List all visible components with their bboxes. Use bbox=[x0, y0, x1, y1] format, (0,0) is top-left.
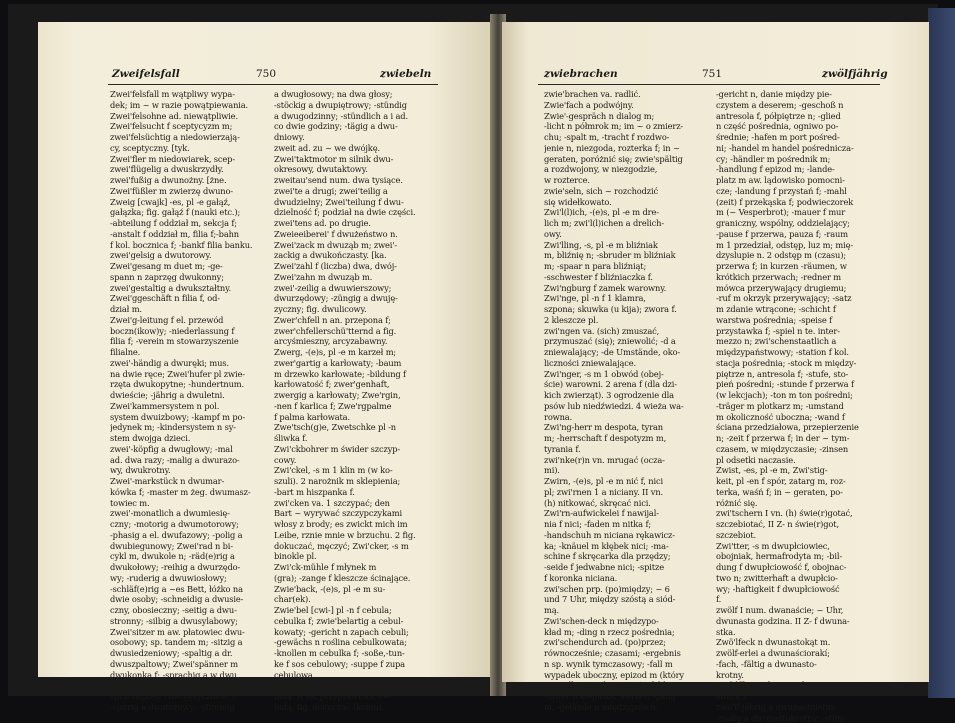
dictionary-line: (gra); -zange f kleszcze ścinające. bbox=[274, 573, 442, 584]
dictionary-line: zwi'schen prp. (po)między; ~ 6 bbox=[544, 584, 709, 595]
dictionary-line: lich m; zwi'l(l)ichen a drelich- bbox=[544, 218, 709, 229]
dictionary-line: geraten, poróżnić się; zwie'spältig bbox=[544, 154, 709, 165]
dictionary-line: ni; -handel m handel pośrednicza- bbox=[716, 143, 884, 154]
dictionary-line: stronny; -silbig a dwusylabowy; bbox=[110, 616, 268, 627]
dictionary-line: wy, dwukrotny. bbox=[110, 465, 268, 476]
dictionary-line: -handschuh m niciana rękawicz- bbox=[544, 530, 709, 541]
left-page-number: 750 bbox=[256, 68, 276, 80]
right-column-1 bbox=[544, 89, 709, 713]
right-page-number: 751 bbox=[702, 68, 722, 80]
header-rule bbox=[108, 84, 438, 85]
dictionary-line: stem dwojga dzieci. bbox=[110, 433, 268, 444]
dictionary-line: dział m. bbox=[110, 304, 268, 315]
dictionary-line: Zweieeiberei' f dwużeństwo n. bbox=[274, 229, 442, 240]
dictionary-line: rzęta dwukopytne; -hundertnum. bbox=[110, 379, 268, 390]
dictionary-line: mi). bbox=[544, 465, 709, 476]
dictionary-line: na dwie ręce; Zwei'hufer pl zwie- bbox=[110, 369, 268, 380]
dictionary-line: Zwi'nger, -s m 1 obwód (obej- bbox=[544, 369, 709, 380]
dictionary-line: Zwi'ng-herr m despota, tyran bbox=[544, 422, 709, 433]
dictionary-line: dwie osoby; -schneidig a dwusie- bbox=[110, 594, 268, 605]
dictionary-line: zweitau'send num. dwa tysiące. bbox=[274, 175, 442, 186]
dictionary-line: -futter n klejonka, werla f; -gang bbox=[544, 691, 709, 702]
dictionary-line: pień pośredni; -stunde f przerwa f bbox=[716, 379, 884, 390]
dictionary-line: Zwei'gesang m duet m; -ge- bbox=[110, 261, 268, 272]
dictionary-line: zwie'beln I vn. (h) wonieć ce- bbox=[274, 680, 442, 691]
dictionary-line: -abteilung f oddział m, sekcja f; bbox=[110, 218, 268, 229]
dictionary-line: obojniak, hermafrodyta m; -bil- bbox=[716, 551, 884, 562]
dictionary-line: zwi'schendurch ad. (po)przez; bbox=[544, 637, 709, 648]
dictionary-line: czny; -motorig a dwumotorowy; bbox=[110, 519, 268, 530]
dictionary-line: f koronka niciana. bbox=[544, 573, 709, 584]
dictionary-line: szczebiot. bbox=[716, 530, 884, 541]
dictionary-line: Zwei'sitzer m aw. płatowiec dwu- bbox=[110, 627, 268, 638]
dictionary-line: Zwi'ngburg f zamek warowny. bbox=[544, 283, 709, 294]
dictionary-line: zwei'-köpfig a dwugłowy; -mal bbox=[110, 444, 268, 455]
dictionary-line: m okoliczność uboczna; -wand f bbox=[716, 412, 884, 423]
dictionary-line: m drzewko karłowate; -bildung f bbox=[274, 369, 442, 380]
dictionary-line: -fach, -fältig a dwunasto- bbox=[716, 659, 884, 670]
dictionary-line: Zwei'zahn m dwuząb m. bbox=[274, 272, 442, 283]
dictionary-line: Bart ~ wyrywać szczypczykami bbox=[274, 508, 442, 519]
dictionary-line: dniowy. bbox=[274, 132, 442, 143]
dictionary-line: Zwe'tsch(g)e, Zwetschke pl -n bbox=[274, 422, 442, 433]
dictionary-line: cebulowa. bbox=[274, 670, 442, 681]
dictionary-line: system dwuizbowy; -kampf m po- bbox=[110, 412, 268, 423]
dictionary-line: Zwerg, -(e)s, pl -e m karzeł m; bbox=[274, 347, 442, 358]
dictionary-line: okresowy, dwutaktowy. bbox=[274, 164, 442, 175]
dictionary-line: Zwi'tter, -s m dwupłciowiec, bbox=[716, 541, 884, 552]
dictionary-line: binokle pl. bbox=[274, 551, 442, 562]
dictionary-line: wy; -ruderig a dwuwiosłowy; bbox=[110, 573, 268, 584]
dictionary-line: -seide f jedwabne nici; -spitze bbox=[544, 562, 709, 573]
dictionary-line: m, bliźnię n; -sbruder m bliźniak bbox=[544, 250, 709, 261]
dictionary-line: zwer'gartig a karłowaty; -baum bbox=[274, 358, 442, 369]
dictionary-line: a dwugłosowy; na dwa głosy; bbox=[274, 89, 442, 100]
dictionary-line: (zeit) f przekąska f; podwieczorek bbox=[716, 197, 884, 208]
dictionary-line: n sp. wynik tymczasowy; -fall m bbox=[544, 659, 709, 670]
dictionary-line: stka. bbox=[716, 627, 884, 638]
dictionary-line: przystawka f; -spiel n te. inter- bbox=[716, 326, 884, 337]
dictionary-line: dzielność f; podział na dwie części. bbox=[274, 207, 442, 218]
dictionary-line: spann n zaprzęg dwukonny; bbox=[110, 272, 268, 283]
dictionary-line: zwei'felsüchtig a niedowierzają- bbox=[110, 132, 268, 143]
dictionary-line: wy; -haftigkeit f dwupłciowość bbox=[716, 584, 884, 595]
dictionary-line: krotny. bbox=[716, 670, 884, 681]
dictionary-line: dwuszpaltowy; Zwei'spänner m bbox=[110, 659, 268, 670]
dictionary-line: terka, waśń f; in ~ geraten, po- bbox=[716, 487, 884, 498]
dictionary-line: kład m; -ding n rzecz pośrednia; bbox=[544, 627, 709, 638]
dictionary-line: -nen f karlica f; Zwe'rgpalme bbox=[274, 401, 442, 412]
dictionary-line: -ruf m okrzyk przerywający; -satz bbox=[716, 293, 884, 304]
dictionary-line: dek; im ~ w razie powątpiewania. bbox=[110, 100, 268, 111]
dictionary-line: Zwei'g-leitung f el. przewód bbox=[110, 315, 268, 326]
dictionary-line: zwi'cken va. 1 szczypać; den bbox=[274, 498, 442, 509]
dictionary-line: Zwi'rn-aufwickelei f nawijal- bbox=[544, 508, 709, 519]
dictionary-line: boczn(ikow)y; -niederlassung f bbox=[110, 326, 268, 337]
dictionary-line: a dwugodzinny; -stündlich a i ad. bbox=[274, 111, 442, 122]
dictionary-line: mezzo n; zwi'schenstaatlich a bbox=[716, 336, 884, 347]
dictionary-line: Zwer'chfell n an. przepona f; bbox=[274, 315, 442, 326]
dictionary-line: co dwie godziny; -tägig a dwu- bbox=[274, 121, 442, 132]
dictionary-line: Zwei'felsfall m wątpliwy wypa- bbox=[110, 89, 268, 100]
dictionary-line: zwei'flügelig a dwuskrzydły. bbox=[110, 164, 268, 175]
dictionary-line: zwölf-erlei a dwunaściorakí; bbox=[716, 648, 884, 659]
dictionary-line: ke f sos cebulowy; -suppe f zupa bbox=[274, 659, 442, 670]
dictionary-line: Zwie'back, -(e)s, pl -e m su- bbox=[274, 584, 442, 595]
dictionary-line: Zwist, -es, pl -e m, Zwi'stig- bbox=[716, 465, 884, 476]
dictionary-line: m, -gelände n międzypole n; bbox=[544, 702, 709, 713]
dictionary-line: zwergig a karłowaty; Zwe'rgin, bbox=[274, 390, 442, 401]
dictionary-line: -gericht n, danie między pie- bbox=[716, 89, 884, 100]
dictionary-line: przerwa f; in kurzen -räumen, w bbox=[716, 261, 884, 272]
dictionary-line: jedynek m; -kindersystem n sy- bbox=[110, 422, 268, 433]
dictionary-line: zwei'-monatlich a dwumiesię- bbox=[110, 508, 268, 519]
dictionary-line: (w lekcjach); -ton m ton pośredni; bbox=[716, 390, 884, 401]
dictionary-line: szuli). 2 narożnik m sklepienia; bbox=[274, 476, 442, 487]
dictionary-line: m; -herrschaft f despotyzm m, bbox=[544, 433, 709, 444]
dictionary-line: warstwa pośrednia; -speise f bbox=[716, 315, 884, 326]
dictionary-line: zwei'fußig a dwunożny. [żne. bbox=[110, 175, 268, 186]
dictionary-line: antresola f, półpiętrze n; -glied bbox=[716, 111, 884, 122]
dictionary-line: liczności zniewalające. bbox=[544, 358, 709, 369]
dictionary-line: Zwie'bel [cwi-] pl -n f cebula; bbox=[274, 605, 442, 616]
dictionary-line: szczebiotać, II Z- n świe(r)got, bbox=[716, 519, 884, 530]
dictionary-line: Zwö'lffingerdarm m dwuna- bbox=[716, 680, 884, 691]
dictionary-line: przymuszać (się); zniewolić; -d a bbox=[544, 336, 709, 347]
dictionary-line: keit, pl -en f spór, zatarg m, roz- bbox=[716, 476, 884, 487]
dictionary-line: char(ek). bbox=[274, 594, 442, 605]
dictionary-line: dokuczać, męczyć; Zwi'cker, -s m bbox=[274, 541, 442, 552]
dictionary-line: cy, sceptyczny. [tyk. bbox=[110, 143, 268, 154]
dictionary-line: dwusiedzeniowy; -spaltig a dr. bbox=[110, 648, 268, 659]
dictionary-line: Zwei'ggeschäft n filia f, od- bbox=[110, 293, 268, 304]
dictionary-line: zwei'gestaltig a dwukształtny. bbox=[110, 283, 268, 294]
dictionary-line: graniczny, wspólny, oddzielający; bbox=[716, 218, 884, 229]
dictionary-line: cze; -landung f przystań f; -mahl bbox=[716, 186, 884, 197]
dictionary-line: f kol. bocznica f; -bankf filia banku. bbox=[110, 240, 268, 251]
dictionary-line: szpona; skuwka (u kija); zwora f. bbox=[544, 304, 709, 315]
dictionary-line: -phasig a el. dwufazowy; -polig a bbox=[110, 530, 268, 541]
dictionary-line: krótkich przerwach; -redner m bbox=[716, 272, 884, 283]
dictionary-line: zwi'tschern I vn. (h) świe(r)gotać, bbox=[716, 508, 884, 519]
dictionary-line: dwieście; -jährig a dwuletni. bbox=[110, 390, 268, 401]
dictionary-line: owy. bbox=[544, 229, 709, 240]
dictionary-line: mówca przerywający drugiemu; bbox=[716, 283, 884, 294]
dictionary-line: zwei'gelsig a dwutorowy. bbox=[110, 250, 268, 261]
dictionary-line: włosy z brody; es zwickt mich im bbox=[274, 519, 442, 530]
dictionary-line: czny, obosieczny; -seitig a dwu- bbox=[110, 605, 268, 616]
dictionary-line: psów lub niedźwiedzi. 4 wieża wa- bbox=[544, 401, 709, 412]
dictionary-line: f palma karłowata. bbox=[274, 412, 442, 423]
dictionary-line: nia f nici; -faden m nitka f; bbox=[544, 519, 709, 530]
dictionary-line: stnica f. bbox=[716, 691, 884, 702]
dictionary-line: -spurig a dwutorowy; -stimmig bbox=[110, 702, 268, 713]
dictionary-line: zwö'lf-jährig a dwunastoletni; bbox=[716, 702, 884, 713]
dictionary-line: ściana przedziałowa, przepierzenie bbox=[716, 422, 884, 433]
dictionary-line: Zwi'ck-mühle f młynek m bbox=[274, 562, 442, 573]
dictionary-line: językach, dwujęzyczny; Zwei'- bbox=[110, 680, 268, 691]
dictionary-line: Zwei'fler m niedowiarek, scep- bbox=[110, 154, 268, 165]
dictionary-line: chu; -spalt m, -tracht f rozdwo- bbox=[544, 132, 709, 143]
dictionary-line: Zwie'fach a podwójny. bbox=[544, 100, 709, 111]
dictionary-line: towiec m. bbox=[110, 498, 268, 509]
dictionary-line: zniewalający; -de Umstände, oko- bbox=[544, 347, 709, 358]
dictionary-line: f. bbox=[716, 594, 884, 605]
dictionary-line: zwer'chfellerschü'tternd a fig. bbox=[274, 326, 442, 337]
dictionary-line: jenie n, niezgoda, rozterka f; in ~ bbox=[544, 143, 709, 154]
dictionary-line: cy; -händler m pośrednik m; bbox=[716, 154, 884, 165]
dictionary-line: m; -spaar n para bliźniąt; bbox=[544, 261, 709, 272]
dictionary-line: filialne. bbox=[110, 347, 268, 358]
right-page bbox=[502, 22, 929, 682]
dictionary-line: dwukołowy; -reihig a dwurzędo- bbox=[110, 562, 268, 573]
dictionary-line: dwunasta godzina. II Z- f dwuna- bbox=[716, 616, 884, 627]
left-page bbox=[38, 22, 496, 677]
dictionary-line: ad. dwa razy; -malig a dwurazo- bbox=[110, 455, 268, 466]
dictionary-line: m (~ Vesperbrot); -mauer f mur bbox=[716, 207, 884, 218]
dictionary-line: -stöckig a dwupiętrowy; -stündig bbox=[274, 100, 442, 111]
dictionary-line: -bart m hiszpanka f. bbox=[274, 487, 442, 498]
dictionary-line: Zwie'-gespräch n dialog m; bbox=[544, 111, 709, 122]
dictionary-line: bulą; fig. dokuczać (komu). bbox=[274, 702, 442, 713]
dictionary-line: zwei'-händig a dwuręki; mus. bbox=[110, 358, 268, 369]
dictionary-line: -handlung f epizod m; -lande- bbox=[716, 164, 884, 175]
dictionary-line: Zwirn, -(e)s, pl -e m nić f, nici bbox=[544, 476, 709, 487]
dictionary-line: platz m aw. lądowisko pomocni- bbox=[716, 175, 884, 186]
dictionary-line: -knollen m cebulka f; -soße,-tun- bbox=[274, 648, 442, 659]
dictionary-line: międzypaństwowy; -station f kol. bbox=[716, 347, 884, 358]
dictionary-line: -anstalt f oddział m, filia f;-bahn bbox=[110, 229, 268, 240]
dictionary-line: Zwö'lfeck n dwunastokąt m. bbox=[716, 637, 884, 648]
dictionary-line: Zwi'schen-deck n międzypo- bbox=[544, 616, 709, 627]
dictionary-line: wypadek uboczny, epizod m (który bbox=[544, 670, 709, 681]
dictionary-line: m 1 przedział, odstęp, luz m; mię- bbox=[716, 240, 884, 251]
dictionary-line: -pause f przerwa, pauza f; -raum bbox=[716, 229, 884, 240]
dictionary-line: Zwi'ckbohrer m świder szczyp- bbox=[274, 444, 442, 455]
dictionary-line: sprachigkeit f dwujęzyczność f; bbox=[110, 691, 268, 702]
dictionary-line: Zwi'nge, pl -n f 1 klamra, bbox=[544, 293, 709, 304]
dictionary-line: równocześnie; czasami; -ergebnis bbox=[544, 648, 709, 659]
dictionary-line: pl; zwi'rnen 1 a niciany. II vn. bbox=[544, 487, 709, 498]
dictionary-line: zwei'tens ad. po drugie. bbox=[274, 218, 442, 229]
dictionary-line: dzyslupie n. 2 odstęp m (czasu); bbox=[716, 250, 884, 261]
dictionary-line: zwi'nke(r)n vn. mrugać (ocza- bbox=[544, 455, 709, 466]
dictionary-line: Zwei'-markstück n dwumar- bbox=[110, 476, 268, 487]
left-column-2 bbox=[274, 89, 442, 713]
dictionary-line: Zwei'taktmotor m silnik dwu- bbox=[274, 154, 442, 165]
dictionary-line: ka; -knäuel m kłębek nici; -ma- bbox=[544, 541, 709, 552]
dictionary-line: zwie'seln, sich ~ rozchodzić bbox=[544, 186, 709, 197]
dictionary-line: 2 kleszcze pl. bbox=[544, 315, 709, 326]
header-rule bbox=[538, 84, 880, 85]
dictionary-line: n; -zeit f przerwa f; in der ~ tym- bbox=[716, 433, 884, 444]
book-cover-edge bbox=[928, 8, 955, 698]
dictionary-line: Zwei'felsohne ad. niewątpliwie. bbox=[110, 111, 268, 122]
dictionary-line: -malig a dwunastokrotny; -stün- bbox=[716, 713, 884, 723]
dictionary-line: -träger m plotkarz m; -umstand bbox=[716, 401, 884, 412]
dictionary-line: piętrze n, antresola f; -stufe, sto- bbox=[716, 369, 884, 380]
dictionary-line: -schläf(e)rig a ~es Bett, łóżko na bbox=[110, 584, 268, 595]
dictionary-line: Leibe, rznie mnie w brzuchu. 2 fig. bbox=[274, 530, 442, 541]
dictionary-line: czystem a deserem; -geschoß n bbox=[716, 100, 884, 111]
dictionary-line: Zwei'felsucht f sceptycyzm m; bbox=[110, 121, 268, 132]
dictionary-line: dwudzielny; Zwei'teilung f dwu- bbox=[274, 197, 442, 208]
right-header-word: zwiebrachen bbox=[544, 68, 618, 80]
dictionary-line: dwukonka f; -sprachig a w dwu bbox=[110, 670, 268, 681]
dictionary-line: m zdanie wtrącone; -schicht f bbox=[716, 304, 884, 315]
left-header-word-right: zwiebeln bbox=[380, 68, 431, 80]
dictionary-line: dung f dwupłciowość f, obojnac- bbox=[716, 562, 884, 573]
dictionary-line: Zwi'ckel, -s m 1 klin m (w ko- bbox=[274, 465, 442, 476]
dictionary-line: się widełkowato. bbox=[544, 197, 709, 208]
dictionary-line: zaszedł w międzyczasie); -feld, bbox=[544, 680, 709, 691]
dictionary-line: -gewächs n roślina cebulkowata; bbox=[274, 637, 442, 648]
dictionary-line: n część pośrednia, ogniwo po- bbox=[716, 121, 884, 132]
dictionary-line: ście) warowni. 2 arena f (dla dzi- bbox=[544, 379, 709, 390]
dictionary-line: a rozdwojony, w niezgodzie, bbox=[544, 164, 709, 175]
dictionary-line: kich zwierząt). 3 ogrodzenie dla bbox=[544, 390, 709, 401]
dictionary-line: różnić się. bbox=[716, 498, 884, 509]
dictionary-line: zwei'te a drugi; zwei'teilig a bbox=[274, 186, 442, 197]
dictionary-line: mą. bbox=[544, 605, 709, 616]
dictionary-line: Zweig [cwajk] -es, pl -e gałąź, bbox=[110, 197, 268, 208]
dictionary-line: gałązka; fig. gałąź f (nauki etc.); bbox=[110, 207, 268, 218]
dictionary-line: -sschwester f bliźniaczka f. bbox=[544, 272, 709, 283]
dictionary-line: arcyśmieszny, arcyzabawny. bbox=[274, 336, 442, 347]
dictionary-line: kowaty; -gericht n zapach cebuli; bbox=[274, 627, 442, 638]
dictionary-line: stacja pośrednia; -stock m między- bbox=[716, 358, 884, 369]
dictionary-line: filia f; -verein m stowarzyszenie bbox=[110, 336, 268, 347]
dictionary-line: zweit ad. zu ~ we dwójkę. bbox=[274, 143, 442, 154]
right-column-2 bbox=[716, 89, 884, 723]
dictionary-line: tyrania f. bbox=[544, 444, 709, 455]
dictionary-line: dwurzędowy; -züngig a dwuję- bbox=[274, 293, 442, 304]
dictionary-line: czasem, w międzyczasie; -zinsen bbox=[716, 444, 884, 455]
left-header-word: Zweifelsfall bbox=[112, 68, 180, 80]
dictionary-line: karłowatość f; zwer'genhaft, bbox=[274, 379, 442, 390]
dictionary-line: zwie'brachen va. radlić. bbox=[544, 89, 709, 100]
dictionary-line: Zwi'lling, -s, pl -e m bliźniak bbox=[544, 240, 709, 251]
dictionary-line: osobowy; sp. tandem m; -sitzig a bbox=[110, 637, 268, 648]
dictionary-line: zwi'ngen va. (sich) zmuszać, bbox=[544, 326, 709, 337]
dictionary-line: Zwi'l(l)ich, -(e)s, pl -e m dre- bbox=[544, 207, 709, 218]
dictionary-line: rowna. bbox=[544, 412, 709, 423]
dictionary-line: zyczny; fig. dwulicowy. bbox=[274, 304, 442, 315]
dictionary-line: schine f skręcarka dla przędzy; bbox=[544, 551, 709, 562]
dictionary-line: Zwei'kammersystem n pol. bbox=[110, 401, 268, 412]
left-column-1 bbox=[110, 89, 268, 713]
dictionary-line: cykl m, dwukole n; -räd(e)rig a bbox=[110, 551, 268, 562]
dictionary-line: two n; zwitterhaft a dwupłcio- bbox=[716, 573, 884, 584]
dictionary-line: Zwei'zack m dwuząb m; zwei'- bbox=[274, 240, 442, 251]
dictionary-line: bulą. II va. przyprawi(a)ć ce- bbox=[274, 691, 442, 702]
dictionary-line: -licht n półmrok m; im ~ o zmierz- bbox=[544, 121, 709, 132]
dictionary-line: und 7 Uhr, między szóstą a siód- bbox=[544, 594, 709, 605]
dictionary-line: cowy. bbox=[274, 455, 442, 466]
dictionary-line: zwei'-zeilig a dwuwierszowy; bbox=[274, 283, 442, 294]
dictionary-line: śliwka f. bbox=[274, 433, 442, 444]
right-header-word-right: zwölfjährig bbox=[822, 68, 888, 80]
dictionary-line: średnie; -hafen m port pośred- bbox=[716, 132, 884, 143]
dictionary-line: cebulka f; zwie'belartig a cebul- bbox=[274, 616, 442, 627]
dictionary-line: Zwei'füßler m zwierzę dwuno- bbox=[110, 186, 268, 197]
dictionary-line: pl odsetki naczasie. bbox=[716, 455, 884, 466]
dictionary-line: zackig a dwukończasty. [ka. bbox=[274, 250, 442, 261]
dictionary-line: (h) nitkować, skręcać nici. bbox=[544, 498, 709, 509]
dictionary-line: Zwei'zahl f (liczba) dwa, dwój- bbox=[274, 261, 442, 272]
dictionary-line: kówka f; -master m żeg. dwumasz- bbox=[110, 487, 268, 498]
dictionary-line: zwölf I num. dwanaście; ~ Uhr, bbox=[716, 605, 884, 616]
dictionary-line: w rozterce. bbox=[544, 175, 709, 186]
dictionary-line: dwubiegunowy; Zwei'rad n bi- bbox=[110, 541, 268, 552]
